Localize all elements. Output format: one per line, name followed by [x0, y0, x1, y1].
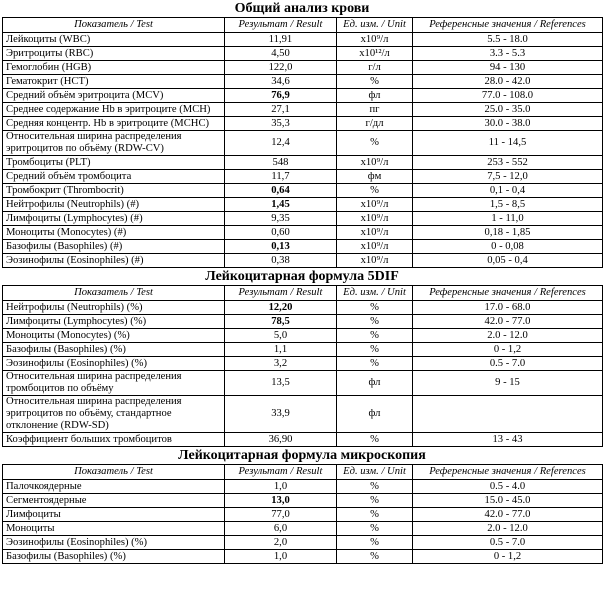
reference-cell: 30.0 - 38.0	[413, 117, 603, 131]
unit-cell: x10¹²/л	[337, 47, 413, 61]
reference-cell: 11 - 14,5	[413, 131, 603, 156]
unit-cell: %	[337, 357, 413, 371]
result-cell: 76,9	[225, 89, 337, 103]
header-references: Референсные значения / References	[413, 18, 603, 33]
unit-cell: %	[337, 184, 413, 198]
result-cell: 548	[225, 156, 337, 170]
result-cell: 34,6	[225, 75, 337, 89]
reference-cell: 25.0 - 35.0	[413, 103, 603, 117]
unit-cell: x10⁹/л	[337, 156, 413, 170]
reference-cell: 15.0 - 45.0	[413, 494, 603, 508]
test-name-cell: Средний объём эритроцита (MCV)	[3, 89, 225, 103]
reference-cell: 0.5 - 4.0	[413, 480, 603, 494]
test-name-cell: Эритроциты (RBC)	[3, 47, 225, 61]
reference-cell: 0 - 0,08	[413, 240, 603, 254]
unit-cell: x10⁹/л	[337, 254, 413, 268]
unit-cell: %	[337, 315, 413, 329]
test-name-cell: Относительная ширина распределения эритроцитов по объёму, стандартное отклонение (RDW-SD)	[3, 396, 225, 433]
result-cell: 35,3	[225, 117, 337, 131]
header-references: Референсные значения / References	[413, 465, 603, 480]
unit-cell: фл	[337, 371, 413, 396]
table-header-row	[3, 18, 603, 33]
result-cell: 77,0	[225, 508, 337, 522]
reference-cell: 0.5 - 7.0	[413, 357, 603, 371]
table-row	[3, 212, 603, 226]
result-cell: 33,9	[225, 396, 337, 433]
unit-cell: %	[337, 131, 413, 156]
table-row	[3, 254, 603, 268]
result-cell: 4,50	[225, 47, 337, 61]
result-cell: 0,13	[225, 240, 337, 254]
test-name-cell: Моноциты (Monocytes) (#)	[3, 226, 225, 240]
result-cell: 5,0	[225, 329, 337, 343]
test-name-cell: Базофилы (Basophiles) (%)	[3, 343, 225, 357]
test-name-cell: Базофилы (Basophiles) (#)	[3, 240, 225, 254]
header-result: Результат / Result	[225, 465, 337, 480]
reference-cell: 13 - 43	[413, 433, 603, 447]
unit-cell: пг	[337, 103, 413, 117]
reference-cell: 7,5 - 12,0	[413, 170, 603, 184]
unit-cell: %	[337, 301, 413, 315]
reference-cell: 17.0 - 68.0	[413, 301, 603, 315]
reference-cell: 253 - 552	[413, 156, 603, 170]
reference-cell: 1 - 11,0	[413, 212, 603, 226]
table-row	[3, 33, 603, 47]
result-cell: 0,64	[225, 184, 337, 198]
unit-cell: x10⁹/л	[337, 240, 413, 254]
test-name-cell: Среднее содержание Hb в эритроците (MCH)	[3, 103, 225, 117]
test-name-cell: Относительная ширина распределения тромбоцитов по объёму	[3, 371, 225, 396]
section-title: Лейкоцитарная формула микроскопия	[178, 448, 426, 463]
unit-cell: фл	[337, 396, 413, 433]
test-name-cell: Эозинофилы (Eosinophiles) (#)	[3, 254, 225, 268]
table-row	[3, 494, 603, 508]
result-cell: 13,0	[225, 494, 337, 508]
test-name-cell: Эозинофилы (Eosinophiles) (%)	[3, 357, 225, 371]
table-row	[3, 301, 603, 315]
test-name-cell: Палочкоядерные	[3, 480, 225, 494]
reference-cell: 0 - 1,2	[413, 550, 603, 564]
table-row	[3, 47, 603, 61]
result-cell: 0,60	[225, 226, 337, 240]
table-row	[3, 433, 603, 447]
reference-cell: 28.0 - 42.0	[413, 75, 603, 89]
table-row	[3, 508, 603, 522]
table-row	[3, 550, 603, 564]
table-row	[3, 240, 603, 254]
reference-cell: 94 - 130	[413, 61, 603, 75]
table-row	[3, 343, 603, 357]
result-cell: 1,1	[225, 343, 337, 357]
unit-cell: фм	[337, 170, 413, 184]
reference-cell: 42.0 - 77.0	[413, 315, 603, 329]
test-name-cell: Нейтрофилы (Neutrophils) (%)	[3, 301, 225, 315]
result-cell: 12,20	[225, 301, 337, 315]
result-cell: 1,0	[225, 550, 337, 564]
unit-cell: %	[337, 550, 413, 564]
table-row	[3, 156, 603, 170]
unit-cell: %	[337, 536, 413, 550]
header-test: Показатель / Test	[3, 286, 225, 301]
test-name-cell: Лимфоциты	[3, 508, 225, 522]
table-row	[3, 522, 603, 536]
unit-cell: %	[337, 508, 413, 522]
reference-cell: 9 - 15	[413, 371, 603, 396]
result-cell: 78,5	[225, 315, 337, 329]
table-row	[3, 480, 603, 494]
unit-cell: x10⁹/л	[337, 212, 413, 226]
header-unit: Ед. изм. / Unit	[337, 18, 413, 33]
unit-cell: %	[337, 433, 413, 447]
table-row	[3, 226, 603, 240]
test-name-cell: Нейтрофилы (Neutrophils) (#)	[3, 198, 225, 212]
table-row	[3, 89, 603, 103]
test-name-cell: Лейкоциты (WBC)	[3, 33, 225, 47]
reference-cell: 2.0 - 12.0	[413, 522, 603, 536]
unit-cell: %	[337, 75, 413, 89]
test-name-cell: Тромбоциты (PLT)	[3, 156, 225, 170]
reference-cell: 5.5 - 18.0	[413, 33, 603, 47]
results-table	[2, 464, 603, 564]
test-name-cell: Моноциты	[3, 522, 225, 536]
header-references: Референсные значения / References	[413, 286, 603, 301]
table-header-row	[3, 286, 603, 301]
test-name-cell: Лимфоциты (Lymphocytes) (%)	[3, 315, 225, 329]
table-row	[3, 103, 603, 117]
table-row	[3, 117, 603, 131]
table-row	[3, 170, 603, 184]
test-name-cell: Базофилы (Basophiles) (%)	[3, 550, 225, 564]
header-result: Результат / Result	[225, 286, 337, 301]
test-name-cell: Гемоглобин (HGB)	[3, 61, 225, 75]
result-cell: 122,0	[225, 61, 337, 75]
section-title: Общий анализ крови	[234, 1, 370, 16]
table-row	[3, 315, 603, 329]
test-name-cell: Лимфоциты (Lymphocytes) (#)	[3, 212, 225, 226]
test-name-cell: Моноциты (Monocytes) (%)	[3, 329, 225, 343]
result-cell: 12,4	[225, 131, 337, 156]
unit-cell: %	[337, 480, 413, 494]
test-name-cell: Средний объём тромбоцита	[3, 170, 225, 184]
table-row	[3, 329, 603, 343]
header-unit: Ед. изм. / Unit	[337, 286, 413, 301]
reference-cell: 0 - 1,2	[413, 343, 603, 357]
reference-cell: 77.0 - 108.0	[413, 89, 603, 103]
result-cell: 27,1	[225, 103, 337, 117]
reference-cell: 2.0 - 12.0	[413, 329, 603, 343]
result-cell: 9,35	[225, 212, 337, 226]
table-row	[3, 198, 603, 212]
test-name-cell: Эозинофилы (Eosinophiles) (%)	[3, 536, 225, 550]
reference-cell: 0,05 - 0,4	[413, 254, 603, 268]
reference-cell: 1,5 - 8,5	[413, 198, 603, 212]
result-cell: 1,0	[225, 480, 337, 494]
table-row	[3, 357, 603, 371]
reference-cell: 0,18 - 1,85	[413, 226, 603, 240]
reference-cell: 0,1 - 0,4	[413, 184, 603, 198]
result-cell: 11,91	[225, 33, 337, 47]
table-row	[3, 371, 603, 396]
table-row	[3, 396, 603, 433]
table-row	[3, 536, 603, 550]
unit-cell: %	[337, 494, 413, 508]
result-cell: 36,90	[225, 433, 337, 447]
reference-cell: 0.5 - 7.0	[413, 536, 603, 550]
test-name-cell: Тромбокрит (Thrombocrit)	[3, 184, 225, 198]
reference-cell: 3.3 - 5.3	[413, 47, 603, 61]
unit-cell: %	[337, 343, 413, 357]
unit-cell: x10⁹/л	[337, 33, 413, 47]
header-test: Показатель / Test	[3, 18, 225, 33]
results-table	[2, 285, 603, 447]
test-name-cell: Сегментоядерные	[3, 494, 225, 508]
header-test: Показатель / Test	[3, 465, 225, 480]
table-row	[3, 75, 603, 89]
result-cell: 13,5	[225, 371, 337, 396]
results-table	[2, 17, 603, 268]
reference-cell: 42.0 - 77.0	[413, 508, 603, 522]
reference-cell	[413, 396, 603, 433]
header-result: Результат / Result	[225, 18, 337, 33]
test-name-cell: Коэффициент больших тромбоцитов	[3, 433, 225, 447]
unit-cell: фл	[337, 89, 413, 103]
result-cell: 3,2	[225, 357, 337, 371]
result-cell: 0,38	[225, 254, 337, 268]
unit-cell: %	[337, 522, 413, 536]
unit-cell: x10⁹/л	[337, 198, 413, 212]
table-header-row	[3, 465, 603, 480]
result-cell: 1,45	[225, 198, 337, 212]
test-name-cell: Гематокрит (HCT)	[3, 75, 225, 89]
test-name-cell: Относительная ширина распределения эритроцитов по объёму (RDW-CV)	[3, 131, 225, 156]
unit-cell: г/л	[337, 61, 413, 75]
test-name-cell: Средняя концентр. Hb в эритроците (MCHC)	[3, 117, 225, 131]
table-row	[3, 184, 603, 198]
unit-cell: г/дл	[337, 117, 413, 131]
section-title: Лейкоцитарная формула 5DIF	[205, 269, 399, 284]
result-cell: 2,0	[225, 536, 337, 550]
unit-cell: x10⁹/л	[337, 226, 413, 240]
result-cell: 6,0	[225, 522, 337, 536]
header-unit: Ед. изм. / Unit	[337, 465, 413, 480]
result-cell: 11,7	[225, 170, 337, 184]
table-row	[3, 131, 603, 156]
unit-cell: %	[337, 329, 413, 343]
table-row	[3, 61, 603, 75]
